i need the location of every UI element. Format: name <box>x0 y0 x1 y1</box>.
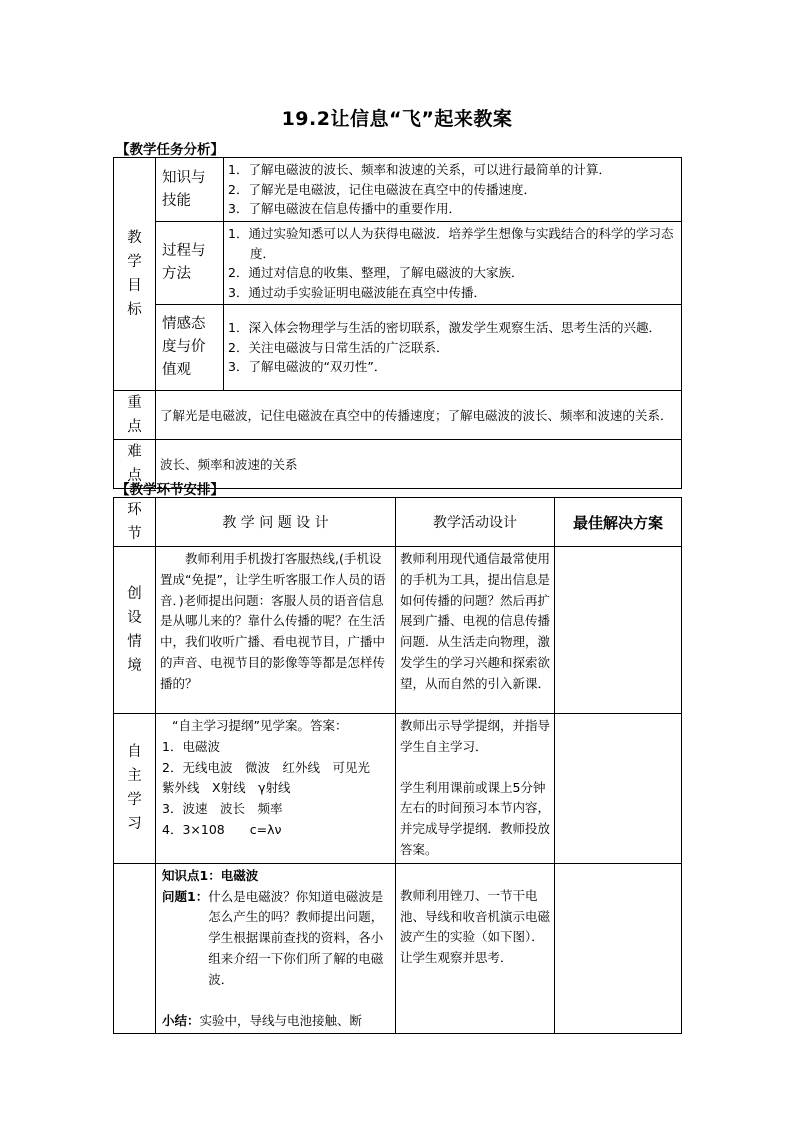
summary-text: 实验中，导线与电池接触、断 <box>199 1012 363 1028</box>
activity-knowledge-1 <box>396 863 555 1034</box>
key-point-label-text: 重点 <box>127 395 142 435</box>
header-solution: 最佳解决方案 <box>555 498 682 547</box>
self-study-activity-line: 学生利用课前或课上5分钟左右的时间预习本节内容，并完成导学提纲．教师投放答案。 <box>400 779 551 857</box>
objective-item: 2．关注电磁波与日常生活的广泛联系． <box>228 339 449 355</box>
self-study-line: 3．波速 波长 频率 <box>162 801 283 817</box>
knowledge-point-title: 知识点1：电磁波 <box>162 867 259 883</box>
objective-item: 3．了解电磁波在信息传播中的重要作用． <box>228 201 461 217</box>
objective-group-process-items <box>224 222 682 305</box>
objective-item: 1．了解电磁波的波长、频率和波速的关系，可以进行最简单的计算． <box>228 162 611 178</box>
objective-group-knowledge-items <box>224 158 682 222</box>
objective-item: 3．通过动手实验证明电磁波能在真空中传播． <box>228 284 486 300</box>
question-self-study <box>156 714 396 864</box>
summary <box>162 1011 391 1032</box>
question-1-label: 问题1： <box>162 888 209 904</box>
question-1-text: 什么是电磁波？你知道电磁波是怎么产生的吗？教师提出问题，学生根据课前查找的资料，各小组来介绍一下你们所了解的电磁波． <box>208 888 384 987</box>
objective-group-attitude-label: 情感态度与价值观 <box>156 305 224 391</box>
page-title: 19.2让信息“飞”起来教案 <box>281 108 513 130</box>
solution-create-scene <box>555 547 682 714</box>
objective-group-knowledge-label: 知识与技能 <box>156 158 224 222</box>
solution-knowledge-1 <box>555 863 682 1034</box>
stage-create-scene-text: 创设情境 <box>127 586 142 674</box>
header-stage-text: 环节 <box>127 502 142 542</box>
knowledge-activity-text: 教师利用锉刀、一节干电池、导线和收音机演示电磁波产生的实验（如下图）．让学生观察并思考． <box>400 887 551 966</box>
header-stage <box>114 498 156 547</box>
header-question: 教 学 问 题 设 计 <box>156 498 396 547</box>
solution-self-study <box>555 714 682 864</box>
arrangement-table <box>113 497 682 1034</box>
objective-item: 1．通过实验知悉可以人为获得电磁波．培养学生想像与实践结合的科学的学习态度． <box>228 226 674 261</box>
self-study-activity-line: 教师出示导学提纲，并指导学生自主学习． <box>400 718 551 754</box>
objective-item: 2．通过对信息的收集、整理，了解电磁波的大家族． <box>228 265 524 280</box>
header-activity: 教学活动设计 <box>396 498 555 547</box>
objective-group-attitude-items <box>224 305 682 391</box>
self-study-line: 4．3×108 c=λν <box>162 821 282 837</box>
objective-item: 2．了解光是电磁波，记住电磁波在真空中的传播速度． <box>228 181 536 197</box>
section-task-analysis-heading: 【教学任务分析】 <box>116 142 224 158</box>
section-arrangement-heading: 【教学环节安排】 <box>116 482 224 498</box>
self-study-line: 1．电磁波 <box>162 738 220 754</box>
objective-item: 1．深入体会物理学与生活的密切联系，激发学生观察生活、思考生活的兴趣． <box>228 320 661 336</box>
question-create-scene: 教师利用手机拨打客服热线,(手机设置成“免提”，让学生听客服工作人员的语音．)老师提出问题：客服人员的语音信息是从哪儿来的？靠什么传播的呢？在生活中，我们收听广播、看电视节目，广播中的声音、电视节目的影像等等都是怎样传播的？ <box>156 547 396 714</box>
activity-self-study <box>396 714 555 864</box>
objectives-label <box>114 158 156 391</box>
task-analysis-table <box>113 157 682 489</box>
stage-knowledge <box>114 863 156 1034</box>
key-point-text: 了解光是电磁波，记住电磁波在真空中的传播速度；了解电磁波的波长、频率和波速的关系． <box>156 391 682 440</box>
self-study-line: 2．无线电波 微波 红外线 可见光 紫外线 X射线 γ射线 <box>162 759 383 796</box>
objective-group-process-label: 过程与方法 <box>156 222 224 305</box>
difficult-point-text: 波长、频率和波速的关系 <box>156 440 682 489</box>
question-1 <box>162 887 391 991</box>
summary-label: 小结： <box>162 1012 200 1028</box>
objective-item: 3．了解电磁波的“双刃性”． <box>228 359 387 375</box>
activity-create-scene: 教师利用现代通信最常使用的手机为工具，提出信息是如何传播的问题？然后再扩展到广播、电视的信息传播问题．从生活走向物理，激发学生的学习兴趣和探索欲望，从而自然的引入新课． <box>396 547 555 714</box>
objectives-label-text: 教学目标 <box>127 230 142 318</box>
stage-self-study <box>114 714 156 864</box>
difficult-point-label-text: 难点 <box>127 444 142 484</box>
key-point-label <box>114 391 156 440</box>
question-knowledge-1 <box>156 863 396 1034</box>
stage-create-scene <box>114 547 156 714</box>
self-study-line: “自主学习提纲”见学案。答案： <box>172 718 348 733</box>
stage-self-study-text: 自主学习 <box>127 744 142 833</box>
